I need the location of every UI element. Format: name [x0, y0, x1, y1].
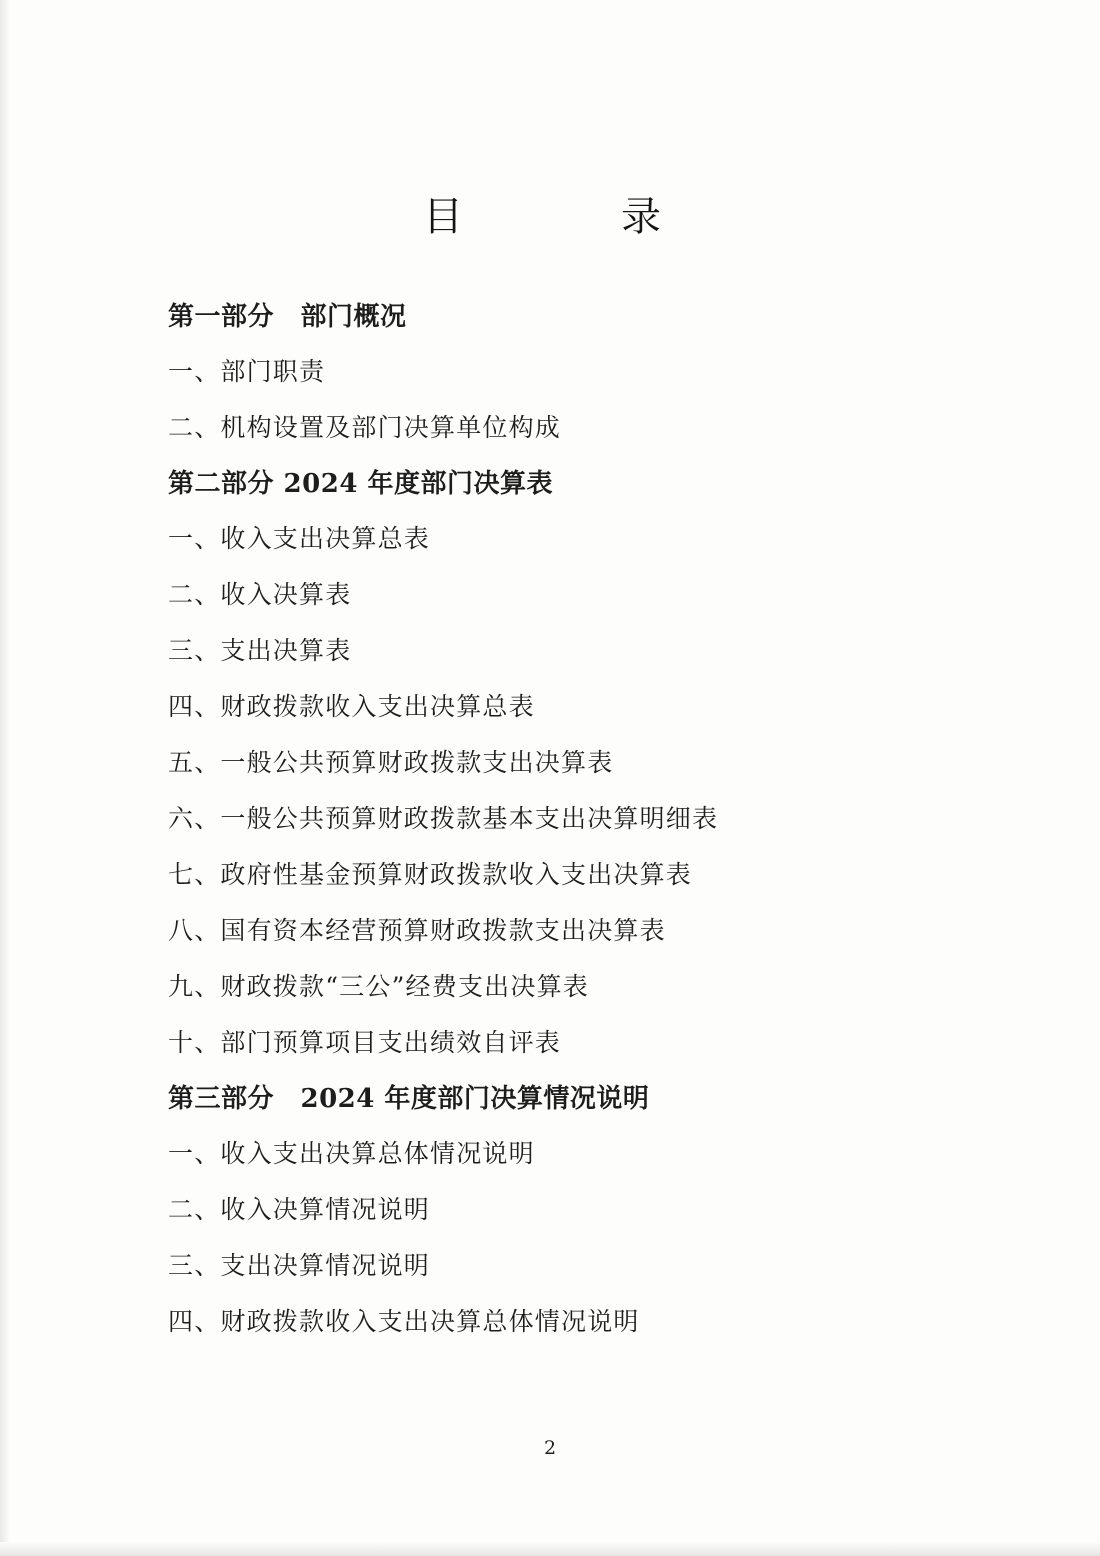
toc-item: 八、国有资本经营预算财政拨款支出决算表 [168, 916, 666, 945]
toc-item: 四、财政拨款收入支出决算总体情况说明 [168, 1307, 640, 1336]
toc-item: 四、财政拨款收入支出决算总表 [168, 692, 535, 721]
toc-item: 三、支出决算表 [168, 636, 352, 665]
toc-part-heading: 第二部分 2024 年度部门决算表 [168, 469, 553, 499]
toc-item: 二、机构设置及部门决算单位构成 [168, 413, 562, 442]
page-number: 2 [543, 1437, 557, 1459]
toc-part-heading: 第三部分 2024 年度部门决算情况说明 [168, 1084, 650, 1114]
toc-item: 十、部门预算项目支出绩效自评表 [168, 1028, 562, 1057]
toc-item: 七、政府性基金预算财政拨款收入支出决算表 [168, 860, 693, 889]
page-edge-shadow-bottom [0, 1542, 1100, 1556]
page-content [168, 0, 968, 1365]
toc-item: 二、收入决算情况说明 [168, 1195, 431, 1224]
toc-item: 六、一般公共预算财政拨款基本支出决算明细表 [168, 804, 719, 833]
toc-item: 九、财政拨款“三公”经费支出决算表 [168, 972, 589, 1001]
toc-part-heading: 第一部分 部门概况 [168, 302, 407, 332]
table-of-contents [168, 304, 968, 1334]
page-edge-shadow-left [0, 0, 10, 1556]
toc-item: 三、支出决算情况说明 [168, 1251, 431, 1280]
toc-item: 二、收入决算表 [168, 580, 352, 609]
toc-item: 一、收入支出决算总表 [168, 524, 431, 553]
toc-item: 一、收入支出决算总体情况说明 [168, 1139, 535, 1168]
toc-item: 五、一般公共预算财政拨款支出决算表 [168, 748, 614, 777]
toc-item: 一、部门职责 [168, 357, 326, 386]
page-title: 目 录 [423, 194, 687, 240]
